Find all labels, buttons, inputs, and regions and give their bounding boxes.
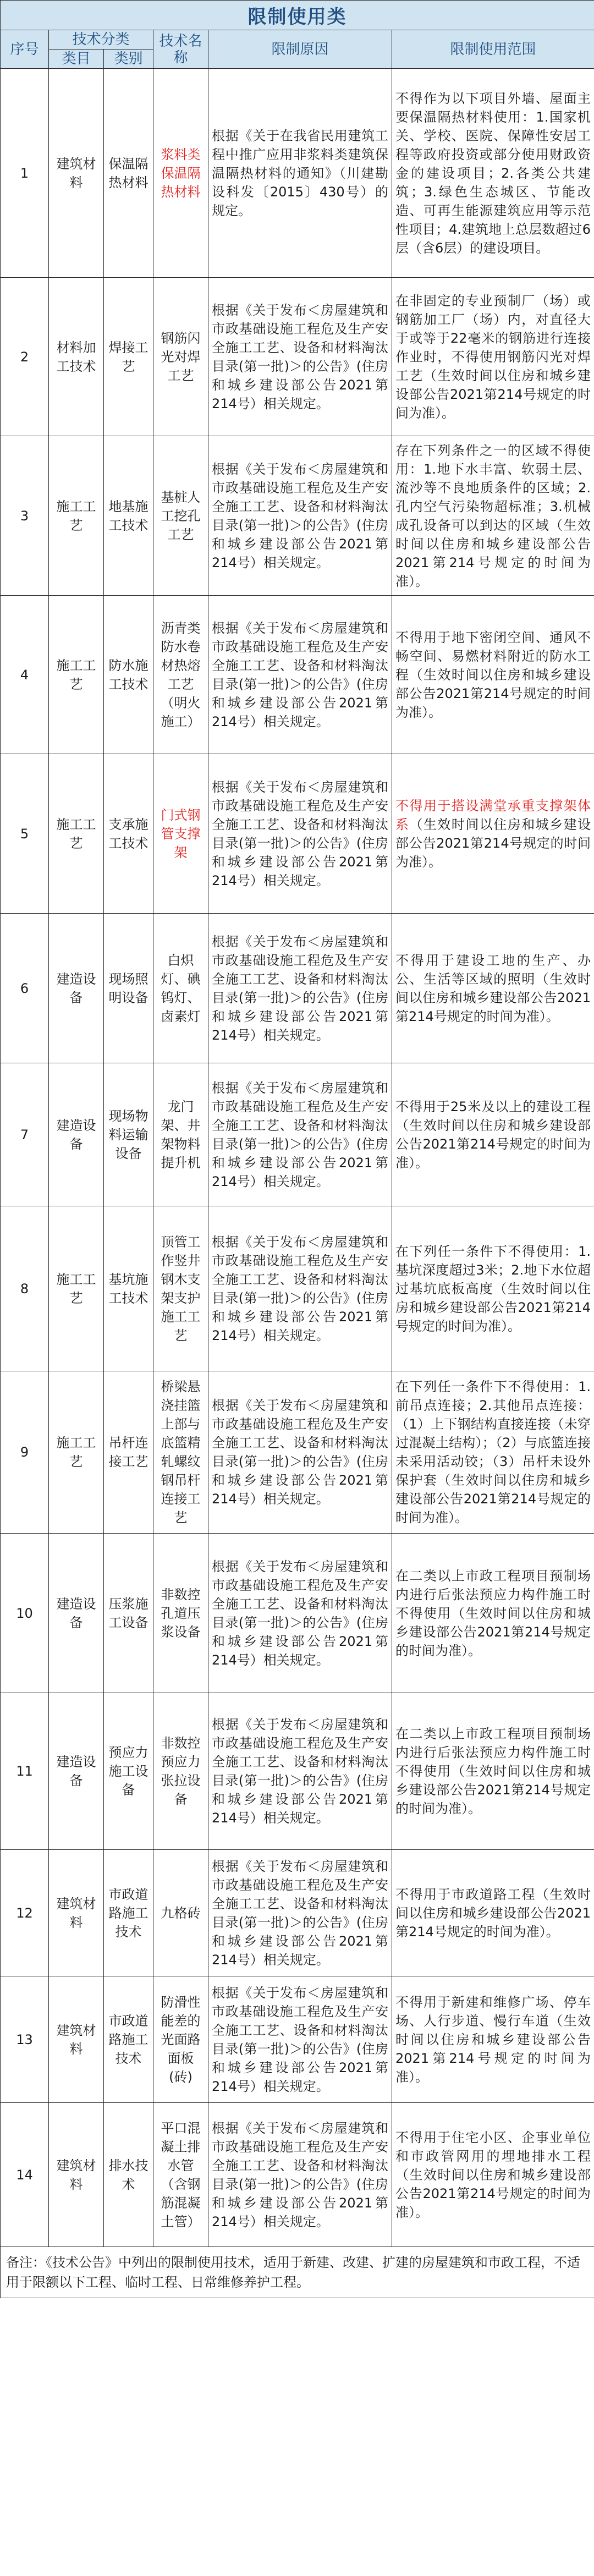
- col-header-no: 序号: [1, 30, 49, 69]
- row-number: 13: [1, 1976, 49, 2103]
- tech-name-cell: 九格砖: [153, 1850, 208, 1976]
- reason-cell: 根据《关于发布＜房屋建筑和市政基础设施工程危及生产安全施工工艺、设备和材料淘汰目录(第一批)＞的公告》(住房和城乡建设部公告2021第214号）相关规定。: [208, 1534, 392, 1693]
- scope-text: 存在下列条件之一的区域不得使用：1.地下水丰富、软弱土层、流沙等不良地质条件的区域；2.孔内空气污染物超标准；3.机械成孔设备可以到达的区域（生效时间以住房和城乡建设部公告2021第214号规定的时间为准）。: [395, 442, 591, 589]
- subcategory-cell: 预应力施工设备: [104, 1693, 153, 1850]
- table-row: [1, 1534, 594, 1693]
- scope-text: 不得用于市政道路工程（生效时间以住房和城乡建设部公告2021第214号规定的时间为准）。: [395, 1886, 591, 1940]
- row-number: 1: [1, 69, 49, 278]
- category-cell: 施工工艺: [49, 1206, 104, 1371]
- row-number: 14: [1, 2103, 49, 2247]
- tech-name-cell: 顶管工作竖井钢木支架支护施工工艺: [153, 1206, 208, 1371]
- row-number: 7: [1, 1063, 49, 1206]
- tech-name-cell: 平口混凝土排水管（含钢筋混凝土管）: [153, 2103, 208, 2247]
- table-row: [1, 436, 594, 596]
- scope-cell: [392, 69, 594, 278]
- scope-cell: [392, 436, 594, 596]
- scope-cell: [392, 1976, 594, 2103]
- scope-cell: [392, 278, 594, 436]
- category-cell: 建筑材料: [49, 1976, 104, 2103]
- table-row: [1, 596, 594, 754]
- reason-cell: 根据《关于发布＜房屋建筑和市政基础设施工程危及生产安全施工工艺、设备和材料淘汰目录(第一批)＞的公告》(住房和城乡建设部公告2021第214号）相关规定。: [208, 1063, 392, 1206]
- subcategory-cell: 排水技术: [104, 2103, 153, 2247]
- scope-text: 在非固定的专业预制厂（场）或钢筋加工厂（场）内，对直径大于或等于22毫米的钢筋进行连接作业时，不得使用钢筋闪光对焊工艺（生效时间以住房和城乡建设部公告2021第214号规定的时间为准）。: [395, 293, 591, 421]
- table-row: [1, 1371, 594, 1534]
- row-number: 4: [1, 596, 49, 754]
- row-number: 6: [1, 914, 49, 1063]
- subcategory-cell: 市政道路施工技术: [104, 1976, 153, 2103]
- tech-name-cell: 基桩人工挖孔工艺: [153, 436, 208, 596]
- subcategory-cell: 现场物料运输设备: [104, 1063, 153, 1206]
- reason-cell: 根据《关于发布＜房屋建筑和市政基础设施工程危及生产安全施工工艺、设备和材料淘汰目录(第一批)＞的公告》(住房和城乡建设部公告2021第214号）相关规定。: [208, 914, 392, 1063]
- scope-text: 在下列任一条件下不得使用：1.前吊点连接；2.其他吊点连接：（1）上下钢结构直接连接（未穿过混凝土结构）；（2）与底篮连接未采用活动铰；（3）吊杆未设外保护套（生效时间以住房和城乡建设部公告2021第214号规定的时间为准）。: [395, 1379, 591, 1525]
- col-header-tech-category: 技术分类: [49, 30, 153, 50]
- tech-name-cell: 桥梁悬浇挂篮上部与底篮精轧螺纹钢吊杆连接工艺: [153, 1371, 208, 1534]
- reason-cell: 根据《关于发布＜房屋建筑和市政基础设施工程危及生产安全施工工艺、设备和材料淘汰目录(第一批)＞的公告》(住房和城乡建设部公告2021第214号）相关规定。: [208, 754, 392, 914]
- category-cell: 施工工艺: [49, 1371, 104, 1534]
- row-number: 12: [1, 1850, 49, 1976]
- reason-cell: 根据《关于发布＜房屋建筑和市政基础设施工程危及生产安全施工工艺、设备和材料淘汰目录(第一批)＞的公告》(住房和城乡建设部公告2021第214号）相关规定。: [208, 1693, 392, 1850]
- table-row: [1, 1206, 594, 1371]
- reason-cell: 根据《关于发布＜房屋建筑和市政基础设施工程危及生产安全施工工艺、设备和材料淘汰目录(第一批)＞的公告》(住房和城乡建设部公告2021第214号）相关规定。: [208, 2103, 392, 2247]
- tech-name-cell: 白炽灯、碘钨灯、卤素灯: [153, 914, 208, 1063]
- table-row: [1, 278, 594, 436]
- category-cell: 建造设备: [49, 1063, 104, 1206]
- col-header-category: 类目: [49, 50, 104, 69]
- scope-cell: [392, 1371, 594, 1534]
- category-cell: 材料加工技术: [49, 278, 104, 436]
- category-cell: 施工工艺: [49, 436, 104, 596]
- table-title: 限制使用类: [1, 1, 594, 30]
- reason-cell: 根据《关于发布＜房屋建筑和市政基础设施工程危及生产安全施工工艺、设备和材料淘汰目录(第一批)＞的公告》(住房和城乡建设部公告2021第214号）相关规定。: [208, 1976, 392, 2103]
- scope-cell: [392, 1206, 594, 1371]
- subcategory-cell: 吊杆连接工艺: [104, 1371, 153, 1534]
- tech-name-cell: 防滑性能差的光面路面板(砖): [153, 1976, 208, 2103]
- scope-cell: [392, 1693, 594, 1850]
- row-number: 8: [1, 1206, 49, 1371]
- reason-cell: 根据《关于发布＜房屋建筑和市政基础设施工程危及生产安全施工工艺、设备和材料淘汰目录(第一批)＞的公告》(住房和城乡建设部公告2021第214号）相关规定。: [208, 436, 392, 596]
- subcategory-cell: 支承施工技术: [104, 754, 153, 914]
- table-note: 备注：《技术公告》中列出的限制使用技术，适用于新建、改建、扩建的房屋建筑和市政工程，不适用于限额以下工程、临时工程、日常维修养护工程。: [1, 2247, 594, 2298]
- category-cell: 施工工艺: [49, 596, 104, 754]
- subcategory-cell: 压浆施工设备: [104, 1534, 153, 1693]
- category-cell: 建造设备: [49, 1693, 104, 1850]
- title-row: [1, 1, 594, 30]
- header-row-1: [1, 30, 594, 50]
- col-header-subcategory: 类别: [104, 50, 153, 69]
- table-row: [1, 1063, 594, 1206]
- row-number: 11: [1, 1693, 49, 1850]
- category-cell: 建筑材料: [49, 1850, 104, 1976]
- note-row: [1, 2247, 594, 2298]
- scope-cell: [392, 2103, 594, 2247]
- subcategory-cell: 保温隔热材料: [104, 69, 153, 278]
- subcategory-cell: 市政道路施工技术: [104, 1850, 153, 1976]
- scope-cell: [392, 596, 594, 754]
- scope-text: 不得用于新建和维修广场、停车场、人行步道、慢行车道（生效时间以住房和城乡建设部公告2021第214号规定的时间为准）。: [395, 1994, 591, 2085]
- subcategory-cell: 基坑施工技术: [104, 1206, 153, 1371]
- row-number: 2: [1, 278, 49, 436]
- subcategory-cell: 地基施工技术: [104, 436, 153, 596]
- col-header-scope: 限制使用范围: [392, 30, 594, 69]
- tech-name-cell: 沥青类防水卷材热熔工艺（明火施工）: [153, 596, 208, 754]
- col-header-tech-name: 技术名称: [153, 30, 208, 69]
- subcategory-cell: 焊接工艺: [104, 278, 153, 436]
- table-row: [1, 1850, 594, 1976]
- scope-text: 在下列任一条件下不得使用：1.基坑深度超过3米；2.地下水位超过基坑底板高度（生效时间以住房和城乡建设部公告2021第214号规定的时间为准）。: [395, 1243, 591, 1334]
- subcategory-cell: 防水施工技术: [104, 596, 153, 754]
- category-cell: 建造设备: [49, 914, 104, 1063]
- table-row: [1, 69, 594, 278]
- row-number: 3: [1, 436, 49, 596]
- scope-text: 不得用于建设工地的生产、办公、生活等区域的照明（生效时间以住房和城乡建设部公告2021第214号规定的时间为准）。: [395, 952, 591, 1024]
- category-cell: 建造设备: [49, 1534, 104, 1693]
- scope-text: 不得用于地下密闭空间、通风不畅空间、易燃材料附近的防水工程（生效时间以住房和城乡建设部公告2021第214号规定的时间为准）。: [395, 629, 591, 720]
- scope-cell: [392, 754, 594, 914]
- scope-cell: [392, 1063, 594, 1206]
- tech-name-cell: 龙门架、井架物料提升机: [153, 1063, 208, 1206]
- reason-cell: 根据《关于发布＜房屋建筑和市政基础设施工程危及生产安全施工工艺、设备和材料淘汰目录(第一批)＞的公告》(住房和城乡建设部公告2021第214号）相关规定。: [208, 1371, 392, 1534]
- scope-cell: [392, 914, 594, 1063]
- reason-cell: 根据《关于发布＜房屋建筑和市政基础设施工程危及生产安全施工工艺、设备和材料淘汰目录(第一批)＞的公告》(住房和城乡建设部公告2021第214号）相关规定。: [208, 1850, 392, 1976]
- row-number: 10: [1, 1534, 49, 1693]
- scope-text: 不得作为以下项目外墙、屋面主要保温隔热材料使用：1.国家机关、学校、医院、保障性安居工程等政府投资或部分使用财政资金的建设项目；2.各类公共建筑；3.绿色生态城区、节能改造、可再生能源建筑应用等示范性项目；4.建筑地上总层数超过6层（含6层）的建设项目。: [395, 90, 591, 256]
- category-cell: 建筑材料: [49, 2103, 104, 2247]
- reason-cell: 根据《关于发布＜房屋建筑和市政基础设施工程危及生产安全施工工艺、设备和材料淘汰目录(第一批)＞的公告》(住房和城乡建设部公告2021第214号）相关规定。: [208, 278, 392, 436]
- scope-text: 在二类以上市政工程项目预制场内进行后张法预应力构件施工时不得使用（生效时间以住房和城乡建设部公告2021第214号规定的时间为准）。: [395, 1568, 591, 1658]
- table-row: [1, 914, 594, 1063]
- scope-cell: [392, 1850, 594, 1976]
- category-cell: 建筑材料: [49, 69, 104, 278]
- subcategory-cell: 现场照明设备: [104, 914, 153, 1063]
- scope-text: 在二类以上市政工程项目预制场内进行后张法预应力构件施工时不得使用（生效时间以住房和城乡建设部公告2021第214号规定的时间为准）。: [395, 1726, 591, 1816]
- table-row: [1, 1976, 594, 2103]
- scope-text: 不得用于住宅小区、企事业单位和市政管网用的埋地排水工程（生效时间以住房和城乡建设部公告2021第214号规定的时间为准）。: [395, 2129, 591, 2220]
- reason-cell: 根据《关于发布＜房屋建筑和市政基础设施工程危及生产安全施工工艺、设备和材料淘汰目录(第一批)＞的公告》(住房和城乡建设部公告2021第214号）相关规定。: [208, 596, 392, 754]
- col-header-reason: 限制原因: [208, 30, 392, 69]
- table-row: [1, 754, 594, 914]
- tech-name-cell: 非数控预应力张拉设备: [153, 1693, 208, 1850]
- table-body: [1, 69, 594, 2247]
- reason-cell: 根据《关于发布＜房屋建筑和市政基础设施工程危及生产安全施工工艺、设备和材料淘汰目录(第一批)＞的公告》(住房和城乡建设部公告2021第214号）相关规定。: [208, 1206, 392, 1371]
- tech-name-cell: 钢筋闪光对焊工艺: [153, 278, 208, 436]
- table-row: [1, 2103, 594, 2247]
- tech-name-cell: 门式钢管支撑架: [153, 754, 208, 914]
- category-cell: 施工工艺: [49, 754, 104, 914]
- tech-name-cell: 非数控孔道压浆设备: [153, 1534, 208, 1693]
- scope-text: 不得用于25米及以上的建设工程（生效时间以住房和城乡建设部公告2021第214号规定的时间为准）。: [395, 1098, 591, 1171]
- table-row: [1, 1693, 594, 1850]
- row-number: 5: [1, 754, 49, 914]
- tech-name-cell: 浆料类保温隔热材料: [153, 69, 208, 278]
- reason-cell: 根据《关于在我省民用建筑工程中推广应用非浆料类建筑保温隔热材料的通知》（川建勘设科发〔2015〕430号）的规定。: [208, 69, 392, 278]
- scope-cell: [392, 1534, 594, 1693]
- scope-text: （生效时间以住房和城乡建设部公告2021第214号规定的时间为准）。: [395, 816, 591, 870]
- row-number: 9: [1, 1371, 49, 1534]
- scope-highlight-text: 不得用于搭设满堂承重支撑架体系: [395, 798, 591, 832]
